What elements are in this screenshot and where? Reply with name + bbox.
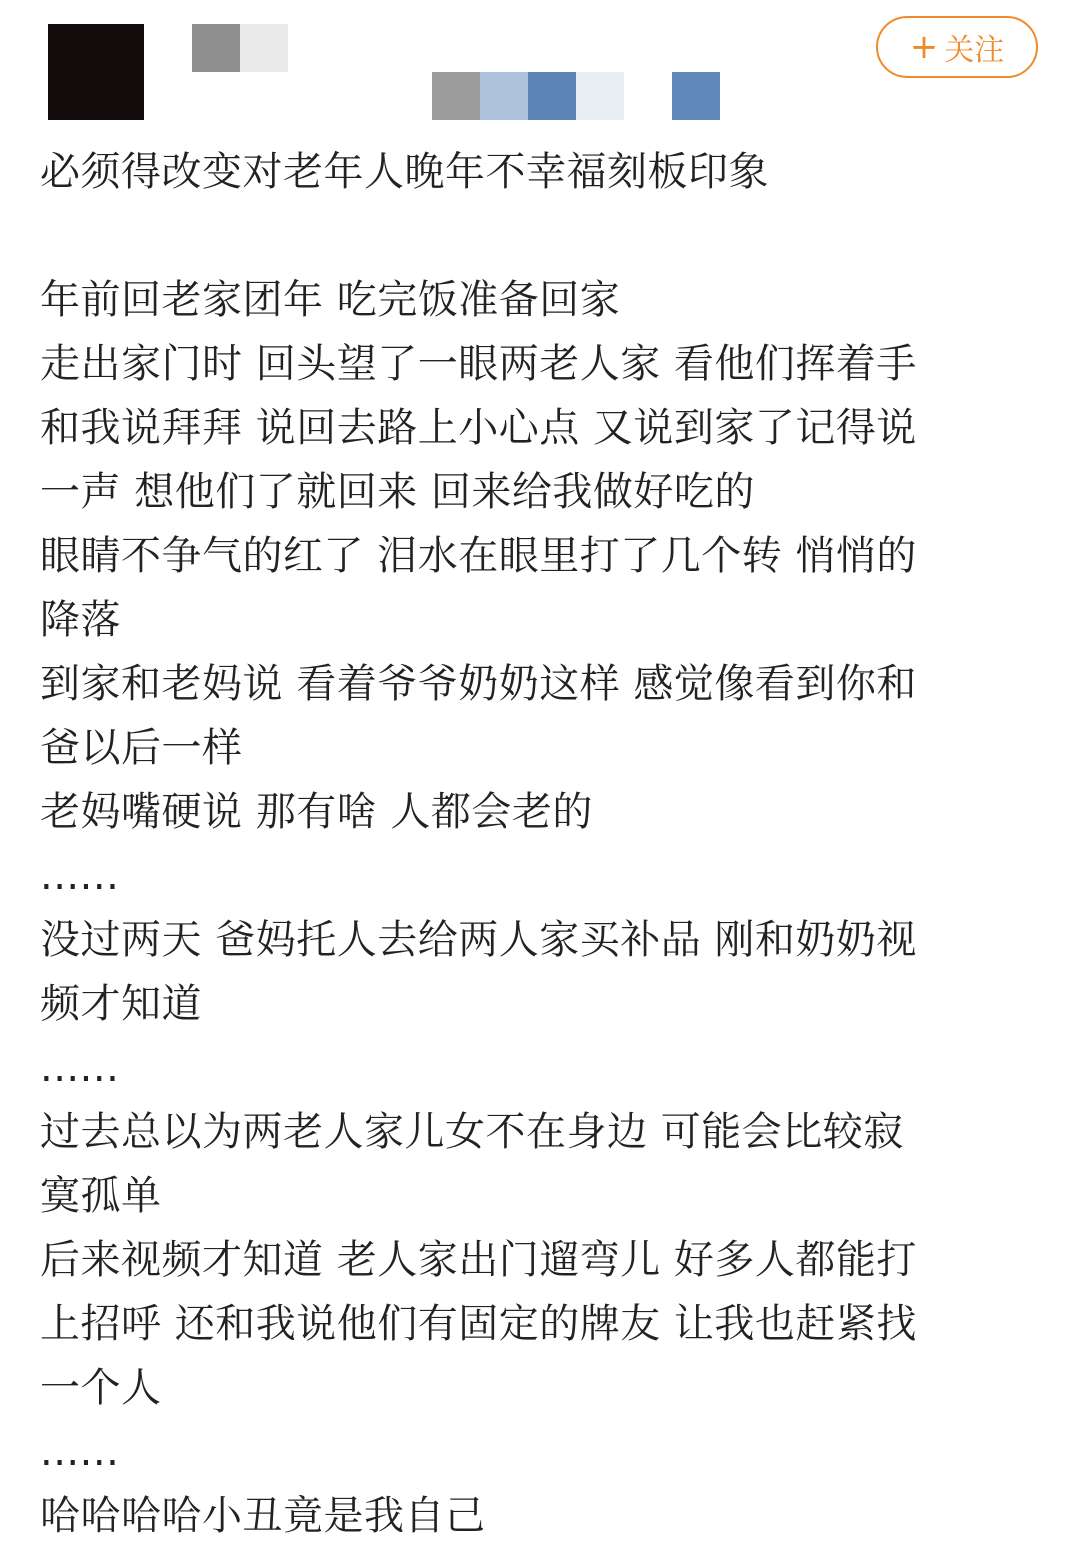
ellipsis-line: ...... bbox=[40, 853, 120, 899]
post-line: 眼睛不争气的红了 泪水在眼里打了几个转 悄悄的 bbox=[40, 533, 917, 579]
post-header bbox=[0, 0, 1080, 130]
post-line: 没过两天 爸妈托人去给两人家买补品 刚和奶奶视 bbox=[40, 917, 917, 963]
plus-icon: + bbox=[909, 27, 939, 67]
redaction-block bbox=[432, 72, 480, 120]
post-line: 一个人 bbox=[40, 1365, 162, 1411]
post-line: 年前回老家团年 吃完饭准备回家 bbox=[40, 277, 621, 323]
avatar[interactable] bbox=[48, 24, 144, 120]
follow-button[interactable] bbox=[876, 16, 1038, 78]
post-line: 走出家门时 回头望了一眼两老人家 看他们挥着手 bbox=[40, 341, 917, 387]
blank-line bbox=[40, 204, 1020, 268]
post-line: 一声 想他们了就回来 回来给我做好吃的 bbox=[40, 469, 755, 515]
post-meta-redacted bbox=[432, 72, 720, 120]
post-line: 后来视频才知道 老人家出门遛弯儿 好多人都能打 bbox=[40, 1237, 917, 1283]
post-body bbox=[40, 140, 1020, 1548]
ellipsis-line: ...... bbox=[40, 1045, 120, 1091]
post-line: 哈哈哈哈小丑竟是我自己 bbox=[40, 1493, 486, 1539]
follow-label: 关注 bbox=[944, 33, 1005, 68]
post-line: 上招呼 还和我说他们有固定的牌友 让我也赶紧找 bbox=[40, 1301, 917, 1347]
post-line: 和我说拜拜 说回去路上小心点 又说到家了记得说 bbox=[40, 405, 917, 451]
redaction-block bbox=[240, 24, 288, 72]
redaction-block bbox=[192, 24, 240, 72]
redaction-block bbox=[624, 72, 672, 120]
post-line: 老妈嘴硬说 那有啥 人都会老的 bbox=[40, 789, 593, 835]
post-line: 到家和老妈说 看着爷爷奶奶这样 感觉像看到你和 bbox=[40, 661, 917, 707]
username-redacted[interactable] bbox=[192, 24, 288, 72]
post-line: 爸以后一样 bbox=[40, 725, 243, 771]
redaction-block bbox=[576, 72, 624, 120]
ellipsis-line: ...... bbox=[40, 1429, 120, 1475]
redaction-block bbox=[528, 72, 576, 120]
post-line: 过去总以为两老人家儿女不在身边 可能会比较寂 bbox=[40, 1109, 904, 1155]
post-line: 必须得改变对老年人晚年不幸福刻板印象 bbox=[40, 149, 769, 195]
post-line: 频才知道 bbox=[40, 981, 202, 1027]
post-line: 寞孤单 bbox=[40, 1173, 162, 1219]
post-line: 降落 bbox=[40, 597, 121, 643]
redaction-block bbox=[672, 72, 720, 120]
redaction-block bbox=[480, 72, 528, 120]
